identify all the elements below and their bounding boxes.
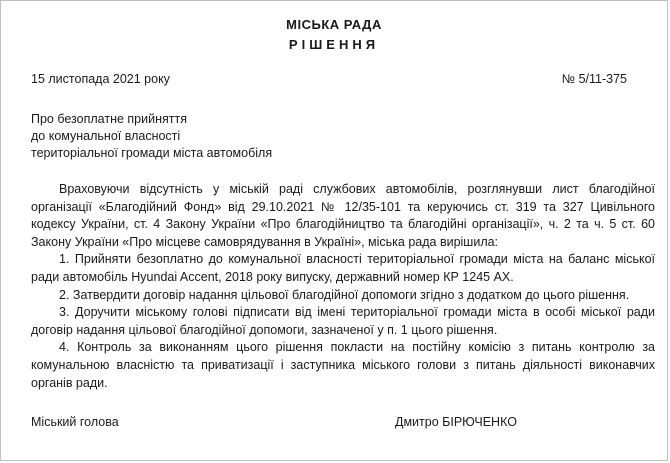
decision-item: 2. Затвердити договір надання цільової благодійної допомоги згідно з додатком до цього рішення. bbox=[59, 287, 630, 302]
subject-line: до комунальної власності bbox=[31, 129, 181, 143]
signature-position: Міський голова bbox=[31, 415, 119, 429]
decision-item: 3. Доручити міському голові підписати від імені територіальної громади міста в особі міської ради договір надання цільової благодійної допомоги, зазначеної у п. 1 цього рішення. bbox=[31, 305, 655, 337]
decision-item: 1. Прийняти безоплатно до комунальної власності територіальної громади міста на баланс міської ради автомобіль Hyundai Accent, 2018 року випуску, державний номер КР 1245 АХ. bbox=[31, 252, 655, 284]
decision-item: 4. Контроль за виконанням цього рішення покласти на постійну комісію з питань контролю за комунальною власністю та приватизації і заступника міського голови з питань діяльності виконавчих органів ради. bbox=[31, 340, 655, 390]
subject-line: Про безоплатне прийняття bbox=[31, 112, 187, 126]
decision-date: 15 листопада 2021 року bbox=[31, 72, 170, 86]
decision-body bbox=[31, 181, 655, 392]
decision-subject bbox=[31, 111, 272, 162]
decision-title: РІШЕННЯ bbox=[288, 37, 380, 52]
preamble-paragraph: Враховуючи відсутність у міській раді службових автомобілів, розглянувши лист благодійної організації «Благодійний Фонд» від 29.10.2021 № 12/35-101 та керуючись ст. 319 та 327 Цивільного кодексу України, ст. 4 Закону України «Про благодійництво та благодійні організації», ч. 2 та ч. 5 ст. 60 Закону України «Про місцеве самоврядування в Україні», міська рада вирішила: bbox=[31, 182, 655, 249]
council-title: МІСЬКА РАДА bbox=[286, 17, 382, 32]
decision-number: № 5/11-375 bbox=[561, 72, 627, 86]
subject-line: територіальної громади міста автомобіля bbox=[31, 146, 273, 160]
signature-name: Дмитро БІРЮЧЕНКО bbox=[395, 415, 517, 429]
